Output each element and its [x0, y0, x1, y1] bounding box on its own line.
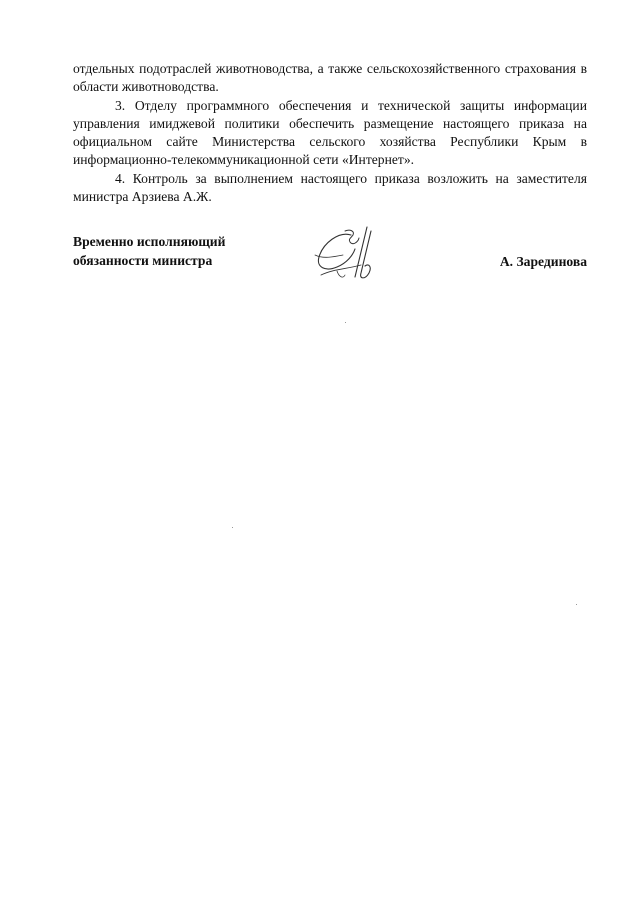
scan-speck	[232, 527, 233, 528]
paragraph-item-3: 3. Отделу программного обеспечения и технической защиты информации управления имиджевой политики обеспечить размещение настоящего приказа на официальном сайте Министерства сельского хозяйства Республики Крым в информационно-телекоммуникационной сети «Интернет».	[73, 97, 587, 168]
paragraph-continuation: отдельных подотраслей животноводства, а также сельскохозяйственного страхования в области животноводства.	[73, 61, 587, 95]
signer-title-line-2: обязанности министра	[73, 252, 213, 268]
document-body	[73, 60, 587, 206]
scan-speck	[576, 604, 577, 605]
paragraph-item-4: 4. Контроль за выполнением настоящего приказа возложить на заместителя министра Арзиева А.Ж.	[73, 170, 587, 205]
handwritten-signature	[309, 225, 389, 287]
signer-title-line-1: Временно исполняющий	[73, 234, 226, 249]
signer-title	[73, 233, 225, 270]
signer-name: А. Зарединова	[499, 254, 587, 269]
signature-block	[73, 233, 587, 293]
scan-speck	[345, 322, 346, 323]
